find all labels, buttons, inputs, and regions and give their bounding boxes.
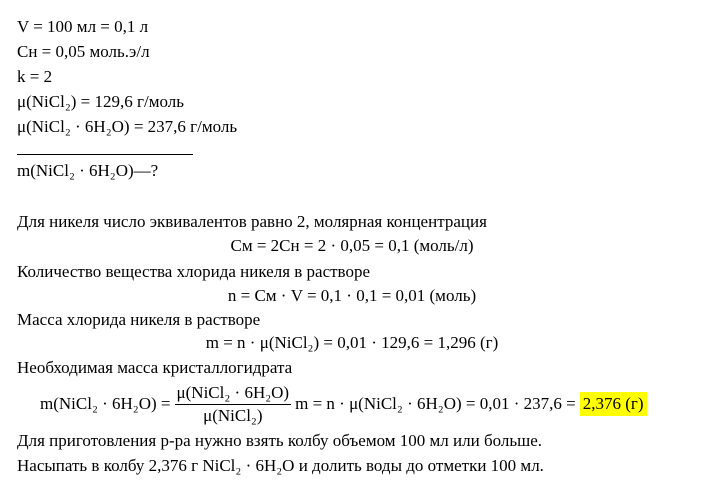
solution-text-mass: Масса хлорида никеля в растворе	[17, 310, 261, 329]
fraction-denominator: μ(NiCl₂)	[203, 405, 263, 425]
equation-hydrate-mass	[40, 380, 647, 428]
equation-amount: n = Cм · V = 0,1 · 0,1 = 0,01 (моль)	[227, 286, 477, 305]
equation-molar-concentration: Cм = 2Cн = 2 · 0,05 = 0,1 (моль/л)	[230, 236, 474, 255]
solution-text-amount: Количество вещества хлорида никеля в растворе	[17, 262, 371, 281]
given-molar-mass-nicl2: μ(NiCl₂) = 129,6 г/моль	[17, 92, 184, 111]
equation-mass: m = n · μ(NiCl₂) = 0,01 · 129,6 = 1,296 (г)	[205, 333, 499, 352]
equation-hydrate-result: 2,376 (г)	[580, 392, 647, 416]
equation-hydrate-rhs: m = n · μ(NiCl₂ · 6H₂O) = 0,01 · 237,6 =	[295, 394, 576, 413]
given-volume: V = 100 мл = 0,1 л	[17, 17, 149, 36]
find-statement: m(NiCl₂ · 6H₂O)—?	[17, 161, 159, 180]
solution-text-equivalents: Для никеля число эквивалентов равно 2, молярная концентрация	[17, 212, 487, 231]
solution-text-procedure: Насыпать в колбу 2,376 г NiCl₂ · 6H₂O и долить воды до отметки 100 мл.	[17, 456, 544, 475]
equation-hydrate-lhs: m(NiCl₂ · 6H₂O) =	[40, 394, 171, 413]
given-molar-mass-hydrate: μ(NiCl₂ · 6H₂O) = 237,6 г/моль	[17, 117, 238, 136]
solution-text-hydrate: Необходимая масса кристаллогидрата	[17, 358, 293, 377]
solution-text-flask: Для приготовления р-ра нужно взять колбу объемом 100 мл или больше.	[17, 431, 543, 450]
given-normal-concentration: Cн = 0,05 моль.э/л	[17, 42, 150, 61]
fraction-numerator: μ(NiCl₂ · 6H₂O)	[175, 383, 292, 405]
given-find-divider	[17, 154, 193, 155]
given-equivalents: k = 2	[17, 67, 53, 86]
equation-hydrate-fraction	[175, 383, 292, 426]
